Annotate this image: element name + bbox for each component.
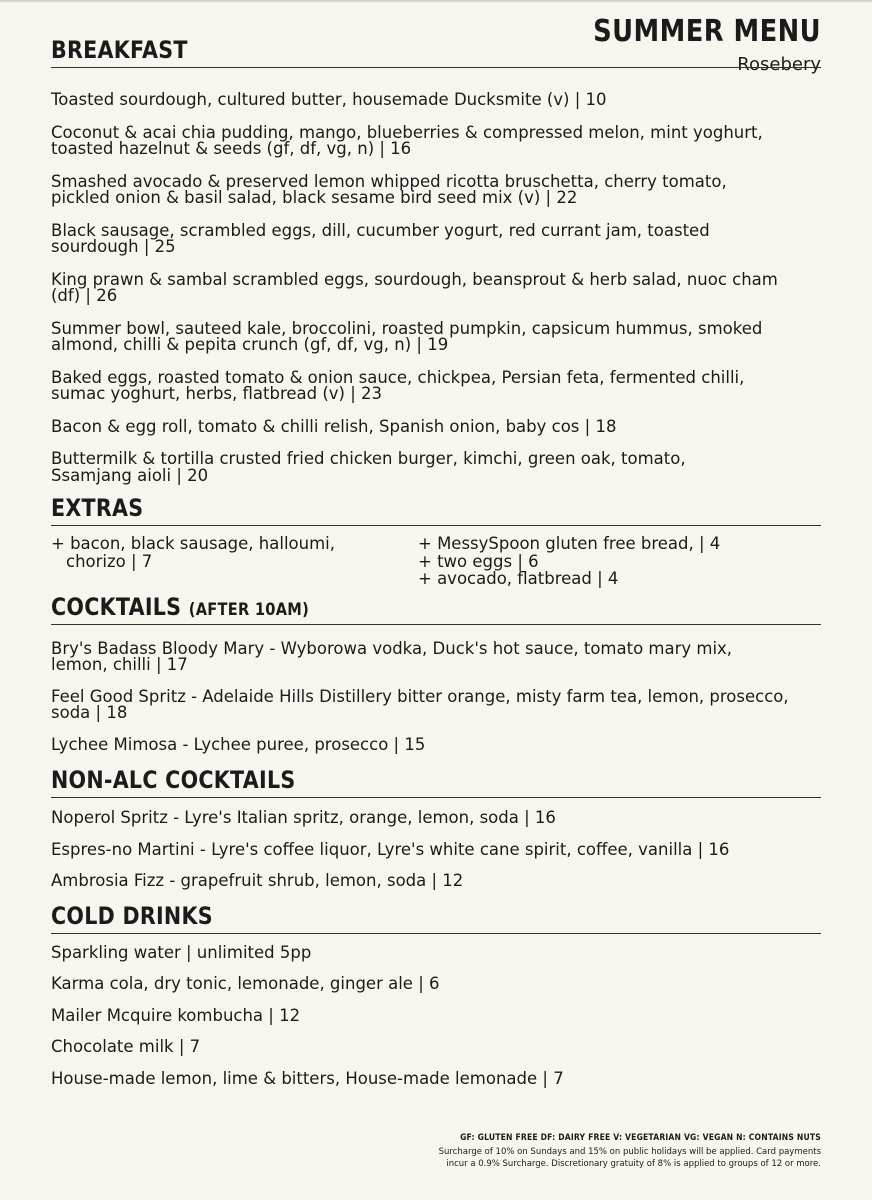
menu-item: Ambrosia Fizz - grapefruit shrub, lemon, soda | 12 [51,871,464,890]
menu-item: House-made lemon, lime & bitters, House-made lemonade | 7 [51,1068,564,1088]
extras-left-column [51,535,418,588]
cocktails-heading [51,593,309,621]
menu-item: King prawn & sambal scrambled eggs, sourdough, beansprout & herb salad, nuoc cham (df) | 26 [51,269,778,305]
menu-item: Baked eggs, roasted tomato & onion sauce, chickpea, Persian feta, fermented chilli, sumac yoghurt, herbs, flatbread (v) | 23 [51,367,745,403]
extras-grid [51,535,821,588]
non-alc-section-header [51,766,821,798]
menu-item: Mailer Mcquire kombucha | 12 [51,1005,301,1025]
extras-section-header [51,494,821,526]
cold-drinks-list [51,942,821,1088]
cold-drinks-section-header [51,902,821,934]
menu-item: Smashed avocado & preserved lemon whipped ricotta bruschetta, cherry tomato, pickled onion & basil salad, black sesame bird seed mix (v) | 22 [51,171,727,207]
menu-item: Coconut & acai chia pudding, mango, blueberries & compressed melon, mint yoghurt, toasted hazelnut & seeds (gf, df, vg, n) | 16 [51,122,763,158]
breakfast-list [51,92,821,484]
non-alc-list [51,810,821,890]
surcharge-note: Surcharge of 10% on Sundays and 15% on public holidays will be applied. Card payments incur a 0.9% Surcharge. Discretionary gratuity of 8% is applied to groups of 12 or more. [438,1147,821,1169]
cold-drinks-heading: COLD DRINKS [51,901,213,930]
menu-item: Karma cola, dry tonic, lemonade, ginger ale | 6 [51,974,440,993]
menu-item: Feel Good Spritz - Adelaide Hills Distillery bitter orange, misty farm tea, lemon, prosecco, soda | 18 [51,686,789,722]
extras-right-column [418,535,720,588]
cocktails-heading-text: COCKTAILS [51,592,182,621]
dietary-legend: GF: GLUTEN FREE DF: DAIRY FREE V: VEGETARIAN VG: VEGAN N: CONTAINS NUTS [460,1133,821,1143]
extras-heading: EXTRAS [51,494,144,522]
menu-item: Bacon & egg roll, tomato & chilli relish, Spanish onion, baby cos | 18 [51,416,617,436]
menu-item: Toasted sourdough, cultured butter, housemade Ducksmite (v) | 10 [51,90,607,109]
extra-item: + avocado, flatbread | 4 [418,569,619,588]
extra-item: + two eggs | 6 [418,551,539,571]
top-edge-shadow [0,0,872,3]
extra-item: + MessySpoon gluten free bread, | 4 [418,534,721,553]
breakfast-section-header [51,36,821,68]
menu-item: Chocolate milk | 7 [51,1037,201,1056]
breakfast-heading: BREAKFAST [51,36,188,64]
menu-item: Summer bowl, sauteed kale, broccolini, roasted pumpkin, capsicum hummus, smoked almond, chilli & pepita crunch (gf, df, vg, n) | 19 [51,318,763,354]
menu-page [51,14,821,1087]
menu-item: Black sausage, scrambled eggs, dill, cucumber yogurt, red currant jam, toasted sourdough | 25 [51,220,710,256]
menu-item: Espres-no Martini - Lyre's coffee liquor, Lyre's white cane spirit, coffee, vanilla | 16 [51,839,730,859]
cocktails-section-header [51,593,821,625]
cocktails-list [51,638,821,754]
non-alc-heading: NON-ALC COCKTAILS [51,766,296,794]
menu-item: Buttermilk & tortilla crusted fried chicken burger, kimchi, green oak, tomato, Ssamjang aioli | 20 [51,449,686,485]
menu-item: Sparkling water | unlimited 5pp [51,942,312,962]
menu-item: Lychee Mimosa - Lychee puree, prosecco | 15 [51,734,426,754]
menu-location: Rosebery [737,54,821,75]
menu-header [51,14,821,80]
menu-item: Bry's Badass Bloody Mary - Wyborowa vodka, Duck's hot sauce, tomato mary mix, lemon, chilli | 17 [51,638,733,674]
extra-item: + bacon, black sausage, halloumi, chorizo | 7 [51,534,335,571]
menu-item: Noperol Spritz - Lyre's Italian spritz, orange, lemon, soda | 16 [51,808,556,827]
menu-title: SUMMER MENU [593,14,821,49]
cocktails-heading-note: (AFTER 10AM) [188,599,310,620]
